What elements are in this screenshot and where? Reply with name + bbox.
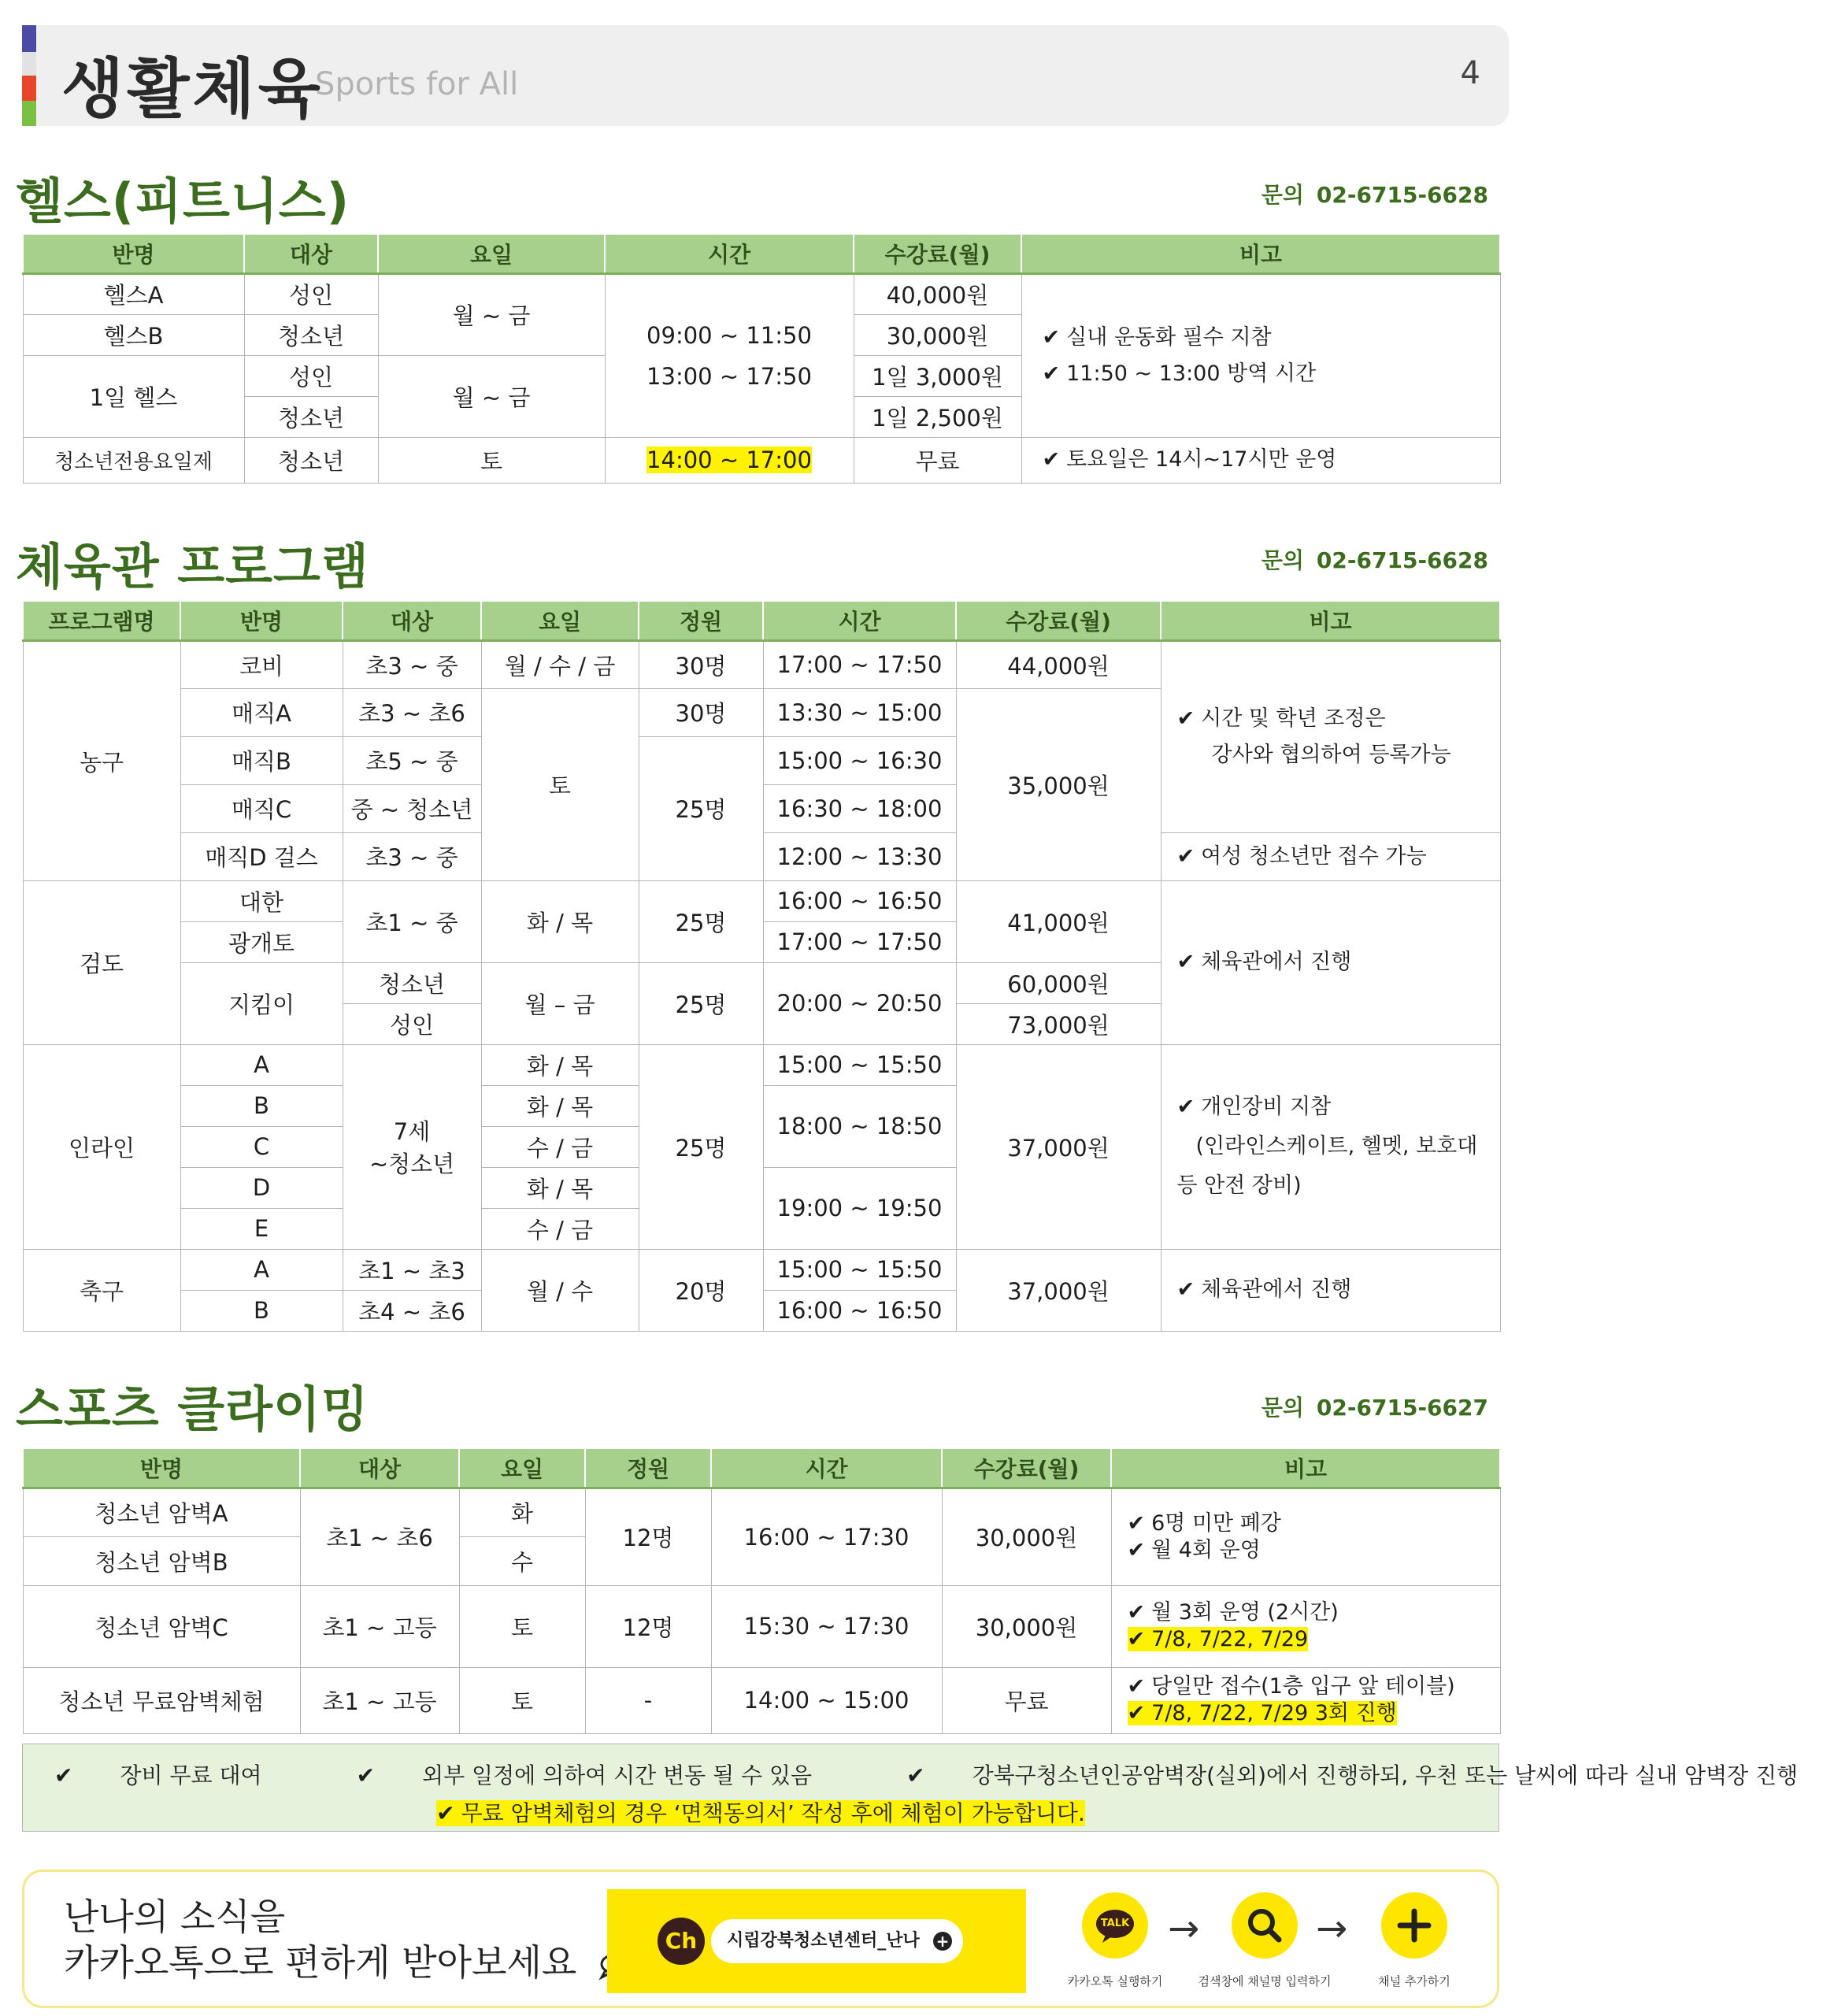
kakao-line-2	[64, 1940, 634, 1985]
note: 등 안전 장비)	[1176, 1173, 1302, 1198]
capacity: 30명	[639, 688, 763, 736]
days: 수 / 금	[481, 1208, 639, 1249]
target: 초3 ~ 중	[343, 832, 481, 880]
check-icon: ✔	[1127, 1674, 1146, 1699]
note-cell	[1021, 273, 1500, 437]
notes-line	[23, 1796, 1499, 1828]
check-icon: ✔	[1127, 1701, 1146, 1725]
class-name: B	[180, 1290, 343, 1331]
time: 15:00 ~ 16:30	[763, 736, 956, 784]
plus-icon: +	[933, 1932, 952, 1951]
class-name: A	[180, 1044, 343, 1085]
program-name: 농구	[23, 640, 180, 880]
capacity: 25명	[639, 880, 763, 962]
col-header: 비고	[1111, 1448, 1500, 1488]
note: 외부 일정에 의하여 시간 변동 될 수 있음	[422, 1762, 813, 1788]
check-icon: ✔	[436, 1800, 455, 1826]
capacity: 20명	[639, 1249, 763, 1331]
kakao-line: 난나의 소식을	[64, 1896, 286, 1938]
note: 여성 청소년만 접수 가능	[1201, 843, 1427, 869]
check-icon: ✔	[1176, 843, 1195, 869]
time-cell	[605, 273, 854, 437]
col-header: 요일	[459, 1448, 585, 1488]
target: 초1 ~ 초3	[343, 1249, 481, 1290]
target: 청소년	[244, 314, 378, 355]
fee: 40,000원	[854, 273, 1021, 314]
class-name: 헬스B	[23, 314, 244, 355]
target: 초3 ~ 초6	[343, 688, 481, 736]
capacity: 30명	[639, 640, 763, 688]
note: 실내 운동화 필수 지참	[1066, 324, 1272, 350]
days: 월 ~ 금	[378, 273, 605, 355]
col-header: 시간	[763, 601, 956, 640]
health-contact	[1249, 178, 1488, 209]
color-bars-decoration	[22, 25, 36, 126]
check-icon: ✔	[1042, 361, 1061, 386]
note: 시간 및 학년 조정은	[1201, 706, 1386, 731]
table-row	[23, 1667, 1500, 1733]
col-header: 비고	[1161, 601, 1500, 640]
class-name: D	[180, 1167, 343, 1208]
days: 수 / 금	[481, 1126, 639, 1167]
time: 19:00 ~ 19:50	[763, 1167, 956, 1249]
check-icon: ✔	[1176, 706, 1195, 731]
note-cell	[1161, 1044, 1500, 1249]
program-name: 검도	[23, 880, 180, 1044]
note: 체육관에서 진행	[1201, 950, 1352, 974]
target: 중 ~ 청소년	[343, 784, 481, 832]
fee: 37,000원	[956, 1249, 1161, 1331]
class-name: 청소년 암벽C	[23, 1585, 300, 1667]
col-header: 프로그램명	[23, 601, 180, 640]
col-header: 수강료(월)	[942, 1448, 1111, 1488]
check-icon: ✔	[356, 1762, 376, 1788]
table-row	[23, 437, 1500, 483]
target: 청소년	[244, 437, 378, 483]
class-name: C	[180, 1126, 343, 1167]
channel-name: 시립강북청소년센터_난나	[727, 1931, 920, 1951]
fee: 60,000원	[956, 962, 1161, 1003]
table-header-row	[23, 601, 1500, 640]
target: 초3 ~ 중	[343, 640, 481, 688]
note-cell	[1111, 1488, 1500, 1585]
time: 15:00 ~ 15:50	[763, 1044, 956, 1085]
target: 초1 ~ 초6	[300, 1488, 459, 1585]
time: 09:00 ~ 11:50	[646, 321, 812, 349]
capacity: 12명	[585, 1585, 711, 1667]
time: 15:30 ~ 17:30	[711, 1585, 942, 1667]
col-header: 대상	[300, 1448, 459, 1488]
note: 월 4회 운영	[1151, 1537, 1261, 1562]
days: 토	[459, 1667, 585, 1733]
kakao-banner[interactable]	[22, 1870, 1499, 2008]
class-name: 매직D 걸스	[180, 832, 343, 880]
days: 화 / 목	[481, 880, 639, 962]
program-name: 인라인	[23, 1044, 180, 1249]
days: 수	[459, 1536, 585, 1585]
kakao-message	[64, 1894, 634, 1985]
days: 화	[459, 1488, 585, 1536]
note-cell	[1161, 1249, 1500, 1331]
page-subtitle: Sports for All	[315, 66, 519, 102]
fee: 37,000원	[956, 1044, 1161, 1249]
kakao-line: 카카오톡으로 편하게 받아보세요	[64, 1941, 577, 1984]
fee: 73,000원	[956, 1003, 1161, 1044]
capacity: 12명	[585, 1488, 711, 1585]
table-row	[23, 640, 1500, 688]
col-header: 비고	[1021, 234, 1500, 273]
check-icon: ✔	[1042, 324, 1061, 350]
fee: 무료	[854, 437, 1021, 483]
target: 초1 ~ 고등	[300, 1667, 459, 1733]
check-icon: ✔	[906, 1762, 925, 1788]
col-header: 수강료(월)	[956, 601, 1161, 640]
note: 7/8, 7/22, 7/29 3회 진행	[1151, 1701, 1397, 1725]
days: 토	[481, 688, 639, 880]
page-header	[22, 25, 1509, 126]
gym-contact	[1249, 543, 1488, 575]
time: 16:00 ~ 17:30	[711, 1488, 942, 1585]
class-name: 헬스A	[23, 273, 244, 314]
time: 16:00 ~ 16:50	[763, 1290, 956, 1331]
time: 12:00 ~ 13:30	[763, 832, 956, 880]
gym-table	[22, 600, 1501, 1332]
col-header: 수강료(월)	[854, 234, 1021, 273]
col-header: 대상	[343, 601, 481, 640]
col-header: 반명	[180, 601, 343, 640]
col-header: 대상	[244, 234, 378, 273]
contact-phone: 02-6715-6627	[1316, 1395, 1488, 1421]
class-name: 매직C	[180, 784, 343, 832]
channel-icon: Ch	[658, 1918, 705, 1965]
col-header: 요일	[481, 601, 639, 640]
step-label: 검색창에 채널명 입력하기	[1198, 1974, 1332, 1988]
col-header: 요일	[378, 234, 605, 273]
note: 체육관에서 진행	[1201, 1277, 1352, 1302]
page-title: 생활체육	[61, 52, 324, 127]
arrow-right-icon: →	[1168, 1907, 1200, 1951]
note: 월 3회 운영 (2시간)	[1151, 1600, 1339, 1625]
target: 초5 ~ 중	[343, 736, 481, 784]
fee: 1일 3,000원	[854, 355, 1021, 396]
note: 무료 암벽체험의 경우 ‘면책동의서’ 작성 후에 체험이 가능합니다.	[461, 1800, 1085, 1826]
time: 16:30 ~ 18:00	[763, 784, 956, 832]
check-icon: ✔	[1127, 1600, 1146, 1625]
col-header: 시간	[605, 234, 854, 273]
program-name: 축구	[23, 1249, 180, 1331]
kakao-talk-icon	[1082, 1892, 1148, 1959]
capacity: 25명	[639, 962, 763, 1044]
target: 청소년	[343, 962, 481, 1003]
days: 월 / 수	[481, 1249, 639, 1331]
table-row	[23, 880, 1500, 921]
fee: 1일 2,500원	[854, 396, 1021, 437]
table-row	[23, 1585, 1500, 1667]
fee: 30,000원	[942, 1488, 1111, 1585]
col-header: 반명	[23, 1448, 300, 1488]
days: 토	[378, 437, 605, 483]
class-name: B	[180, 1085, 343, 1126]
table-row	[23, 273, 1500, 314]
climbing-contact	[1249, 1391, 1488, 1422]
channel-search-pill[interactable]	[711, 1919, 963, 1963]
capacity: -	[585, 1667, 711, 1733]
table-row	[23, 1249, 1500, 1290]
check-icon: ✔	[1176, 1277, 1195, 1302]
capacity: 25명	[639, 1044, 763, 1249]
class-name: 지킴이	[180, 962, 343, 1044]
talk-label: TALK	[1100, 1918, 1130, 1929]
check-icon: ✔	[1176, 1095, 1195, 1119]
gym-section-title: 체육관 프로그램	[16, 538, 369, 595]
days: 월 / 수 / 금	[481, 640, 639, 688]
days: 월 – 금	[481, 962, 639, 1044]
note: 11:50 ~ 13:00 방역 시간	[1066, 361, 1317, 386]
step-search-channel	[1198, 1892, 1332, 1989]
class-name: E	[180, 1208, 343, 1249]
check-icon: ✔	[54, 1762, 73, 1788]
days: 화 / 목	[481, 1167, 639, 1208]
time-cell	[605, 437, 854, 483]
class-name: 대한	[180, 880, 343, 921]
time: 15:00 ~ 15:50	[763, 1249, 956, 1290]
class-name: 청소년 무료암벽체험	[23, 1667, 300, 1733]
col-header: 정원	[585, 1448, 711, 1488]
climbing-section-title: 스포츠 클라이밍	[16, 1380, 369, 1438]
note: 6명 미만 폐강	[1151, 1510, 1281, 1536]
target: 초4 ~ 초6	[343, 1290, 481, 1331]
note: 토요일은 14시~17시만 운영	[1066, 447, 1337, 472]
target: ~청소년	[369, 1151, 455, 1177]
step-label: 카카오톡 실행하기	[1067, 1974, 1163, 1988]
class-name: A	[180, 1249, 343, 1290]
note-cell	[1161, 640, 1500, 832]
table-row	[23, 1044, 1500, 1085]
health-table	[22, 233, 1501, 484]
table-row	[23, 1488, 1500, 1536]
contact-label: 문의	[1261, 1395, 1304, 1421]
plus-add-icon	[1381, 1892, 1447, 1959]
contact-label: 문의	[1261, 182, 1304, 208]
search-icon	[1232, 1892, 1298, 1959]
col-header: 반명	[23, 234, 244, 273]
note: 당일만 접수(1층 입구 앞 테이블)	[1151, 1674, 1455, 1699]
time: 13:00 ~ 17:50	[646, 362, 812, 390]
time: 17:00 ~ 17:50	[763, 640, 956, 688]
contact-label: 문의	[1261, 547, 1304, 573]
time: 13:30 ~ 15:00	[763, 688, 956, 736]
class-name: 청소년 암벽B	[23, 1536, 300, 1585]
note-cell	[1021, 437, 1500, 483]
target-cell	[343, 1044, 481, 1249]
note-cell	[1111, 1585, 1500, 1667]
col-header: 정원	[639, 601, 763, 640]
fee: 35,000원	[956, 688, 1161, 880]
target: 7세	[393, 1118, 431, 1145]
target: 청소년	[244, 396, 378, 437]
time: 14:00 ~ 17:00	[646, 447, 812, 473]
time: 14:00 ~ 15:00	[711, 1667, 942, 1733]
target: 초1 ~ 중	[343, 880, 481, 962]
step-open-kakao	[1048, 1892, 1182, 1989]
check-icon: ✔	[1176, 950, 1195, 974]
step-label: 채널 추가하기	[1378, 1974, 1450, 1988]
arrow-right-icon: →	[1316, 1907, 1348, 1951]
note-cell	[1111, 1667, 1500, 1733]
target: 성인	[244, 273, 378, 314]
check-icon: ✔	[1127, 1627, 1146, 1651]
days: 월 ~ 금	[378, 355, 605, 437]
target: 성인	[244, 355, 378, 396]
check-icon: ✔	[1127, 1537, 1146, 1562]
contact-phone: 02-6715-6628	[1316, 547, 1488, 573]
time: 20:00 ~ 20:50	[763, 962, 956, 1044]
days: 화 / 목	[481, 1044, 639, 1085]
note-cell	[1161, 832, 1500, 880]
class-name: 광개토	[180, 921, 343, 962]
class-name: 1일 헬스	[23, 355, 244, 437]
fee: 30,000원	[854, 314, 1021, 355]
fee: 44,000원	[956, 640, 1161, 688]
note-cell	[1161, 880, 1500, 1044]
fee: 41,000원	[956, 880, 1161, 962]
step-add-channel	[1347, 1892, 1481, 1989]
page-number: 4	[1460, 55, 1480, 91]
note: 강사와 협의하여 등록가능	[1211, 742, 1451, 767]
contact-phone: 02-6715-6628	[1316, 182, 1488, 208]
class-name: 매직A	[180, 688, 343, 736]
time: 18:00 ~ 18:50	[763, 1085, 956, 1167]
climbing-footer-notes	[22, 1744, 1799, 1832]
health-section-title: 헬스(피트니스)	[16, 172, 350, 230]
note: 강북구청소년인공암벽장(실외)에서 진행하되, 우천 또는 날씨에 따라 실내 암벽장 진행	[972, 1762, 1799, 1788]
fee: 30,000원	[942, 1585, 1111, 1667]
check-icon: ✔	[1127, 1510, 1146, 1536]
time: 16:00 ~ 16:50	[763, 880, 956, 921]
class-name: 코비	[180, 640, 343, 688]
class-name: 청소년 암벽A	[23, 1488, 300, 1536]
capacity: 25명	[639, 736, 763, 880]
target: 초1 ~ 고등	[300, 1585, 459, 1667]
kakao-channel-box[interactable]	[607, 1889, 1026, 1993]
target: 성인	[343, 1003, 481, 1044]
table-header-row	[23, 234, 1500, 273]
note: 개인장비 지참	[1201, 1095, 1332, 1119]
fee: 무료	[942, 1667, 1111, 1733]
table-header-row	[23, 1448, 1500, 1488]
days: 화 / 목	[481, 1085, 639, 1126]
check-icon: ✔	[1042, 447, 1061, 472]
class-name: 매직B	[180, 736, 343, 784]
note: 장비 무료 대여	[120, 1762, 262, 1788]
days: 토	[459, 1585, 585, 1667]
col-header: 시간	[711, 1448, 942, 1488]
time: 17:00 ~ 17:50	[763, 921, 956, 962]
note: (인라인스케이트, 헬멧, 보호대	[1195, 1134, 1478, 1158]
note: 7/8, 7/22, 7/29	[1151, 1627, 1309, 1651]
notes-line	[54, 1758, 1845, 1790]
class-name: 청소년전용요일제	[23, 437, 244, 483]
climbing-table	[22, 1447, 1501, 1734]
